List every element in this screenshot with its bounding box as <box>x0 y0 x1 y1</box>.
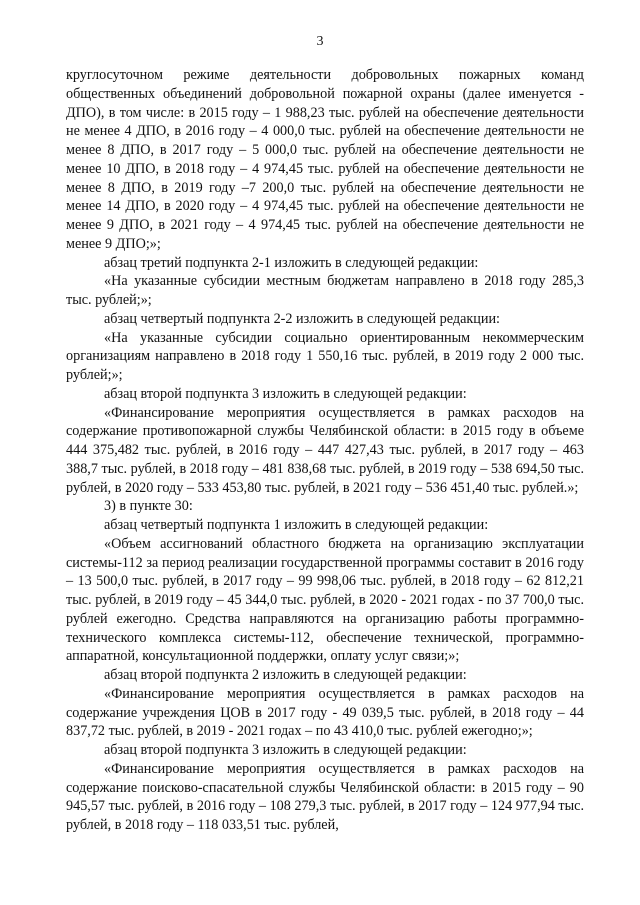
page-number: 3 <box>316 34 324 49</box>
paragraph: 3) в пункте 30: <box>104 498 193 515</box>
paragraph: абзац четвертый подпункта 1 изложить в следующей редакции: <box>104 517 489 533</box>
paragraph: «Финансирование мероприятия осуществляется в рамках расходов на содержание противопожарной службы Челябинской области: в 2015 году в объеме 444 375,482 тыс. рублей, в 2016 году – 447 427,43 тыс. рублей, в 2017 году – 463 388,7 тыс. рублей, в 2018 году – 481 838,68 тыс. рублей, в 2019 году – 538 694,50 тыс. рублей, в 2020 году – 533 453,80 тыс. рублей, в 2021 году – 536 451,40 тыс. рублей.»; <box>66 404 584 496</box>
paragraph: абзац второй подпункта 3 изложить в следующей редакции: <box>104 742 467 758</box>
paragraph: «На указанные субсидии социально ориентированным некоммерческим организациям направлено в 2018 году 1 550,16 тыс. рублей, в 2019 году 2 000 тыс. рублей;»; <box>66 329 584 383</box>
paragraph: «Финансирование мероприятия осуществляется в рамках расходов на содержание учреждения ЦОВ в 2017 году - 49 039,5 тыс. рублей, в 2018 году – 44 837,72 тыс. рублей, в 2019 - 2021 годах – по 43 410,0 тыс. рублей ежегодно;»; <box>66 685 584 740</box>
paragraph: абзац второй подпункта 3 изложить в следующей редакции: <box>104 385 467 402</box>
document-body <box>66 66 584 835</box>
paragraph: «На указанные субсидии местным бюджетам направлено в 2018 году 285,3 тыс. рублей;»; <box>66 273 584 308</box>
paragraph: абзац четвертый подпункта 2-2 изложить в следующей редакции: <box>104 310 501 327</box>
paragraph: абзац третий подпункта 2-1 изложить в следующей редакции: <box>104 254 479 271</box>
paragraph: круглосуточном режиме деятельности добровольных пожарных команд общественных объединений добровольной пожарной охраны (далее именуется - ДПО), в том числе: в 2015 году – 1 988,23 тыс. рублей на обеспечение деятельности не менее 4 ДПО, в 2016 году – 4 000,0 тыс. рублей на обеспечение деятельности не менее 8 ДПО, в 2017 году – 5 000,0 тыс. рублей на обеспечение деятельности не менее 10 ДПО, в 2018 году – 4 974,45 тыс. рублей на обеспечение деятельности не менее 8 ДПО, в 2019 году –7 200,0 тыс. рублей на обеспечение деятельности не менее 14 ДПО, в 2020 году – 4 974,45 тыс. рублей на обеспечение деятельности не менее 9 ДПО, в 2021 году – 4 974,45 тыс. рублей на обеспечение деятельности не менее 9 ДПО;»; <box>66 67 584 252</box>
paragraph: «Объем ассигнований областного бюджета на организацию эксплуатации системы-112 за период реализации государственной программы составит в 2016 году – 13 500,0 тыс. рублей, в 2017 году – 99 998,06 тыс. рублей, в 2018 году – 62 812,21 тыс. рублей, в 2019 году – 45 344,0 тыс. рублей, в 2020 - 2021 годах - по 37 700,0 тыс. рублей ежегодно. Средства направляются на организацию работы программно-технического комплекса системы-112, обеспечение технической, программно-аппаратной, консультационной поддержки, оплату услуг связи;»; <box>66 535 584 665</box>
paragraph: абзац второй подпункта 2 изложить в следующей редакции: <box>104 667 467 683</box>
paragraph: «Финансирование мероприятия осуществляется в рамках расходов на содержание поисково-спасательной службы Челябинской области: в 2015 году – 90 945,57 тыс. рублей, в 2016 году – 108 279,3 тыс. рублей, в 2017 году – 124 977,94 тыс. рублей, в 2018 году – 118 033,51 тыс. рублей, <box>66 760 584 833</box>
